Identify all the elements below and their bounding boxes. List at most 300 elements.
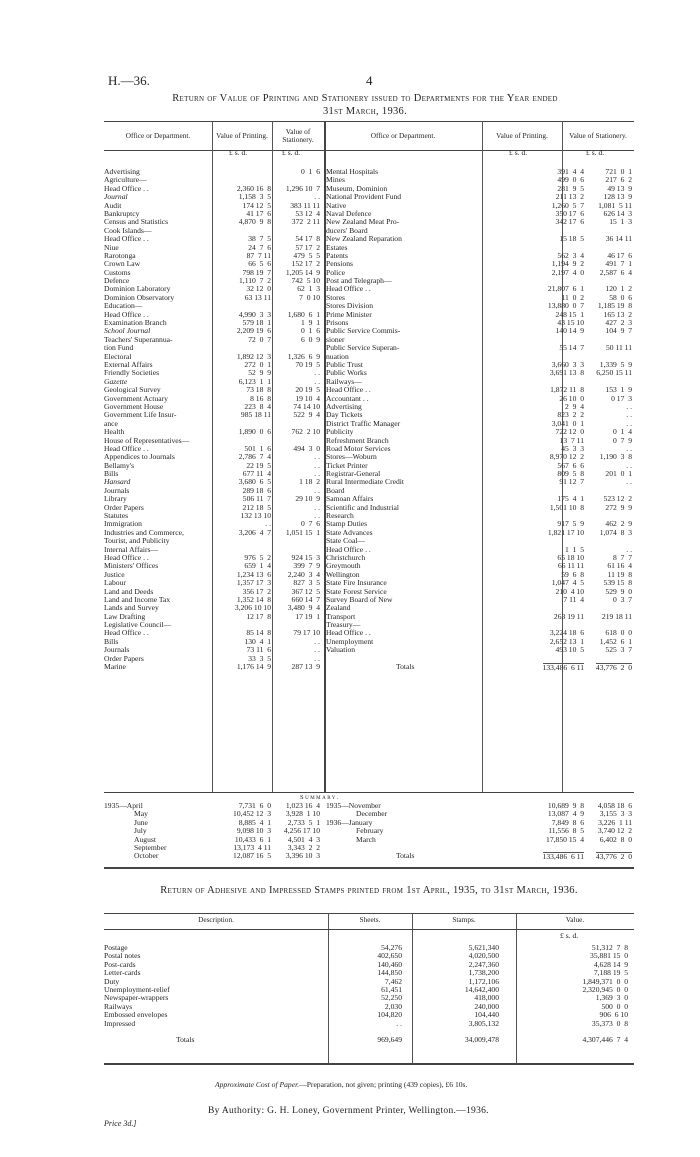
row-label: Audit <box>104 200 122 210</box>
stationery-value: . . <box>626 544 632 554</box>
printing-value: 63 13 11 <box>244 292 271 302</box>
printing-value: 263 19 11 <box>553 611 584 621</box>
stationery-value: . . <box>314 376 320 386</box>
row-label: Christchurch <box>326 552 366 562</box>
row-label: Road Motor Services <box>326 443 391 453</box>
printing-value: 65 18 10 <box>557 552 584 562</box>
row-label: May <box>134 809 148 819</box>
printing-value: 356 17 2 <box>242 586 271 596</box>
table-row <box>326 844 634 852</box>
stationery-value: 0 7 9 <box>613 435 632 445</box>
value-amount: 1,369 3 0 <box>595 993 628 1003</box>
stationery-value: . . <box>314 460 320 470</box>
row-label: State Coal— <box>326 536 366 546</box>
row-label: Head Office . . <box>326 628 371 638</box>
divider <box>104 1063 634 1065</box>
stamps-title: Return of Adhesive and Impressed Stamps printed from 1st April, 1935, to 31st March, 1936. <box>160 885 578 896</box>
stamps-value: 4,020,500 <box>468 951 499 961</box>
stationery-value: 2,587 6 4 <box>599 267 632 277</box>
page-title <box>100 92 630 118</box>
stationery-value: 0 1 6 <box>301 167 320 176</box>
table-row <box>326 546 634 554</box>
summary-left <box>104 802 324 861</box>
currency-heading: £ s. d. <box>586 148 605 157</box>
table-row <box>326 361 634 369</box>
document-reference: H.—36. <box>108 73 150 88</box>
stationery-value: 58 0 6 <box>609 292 632 302</box>
printing-value: 59 6 8 <box>561 569 584 579</box>
printing-value: 1,234 13 6 <box>236 569 271 579</box>
value-amount: 4,307,446 7 4 <box>582 1034 628 1044</box>
printing-value: 1,260 5 7 <box>551 200 584 210</box>
currency-heading: £ s. d. <box>282 148 301 157</box>
stationery-value: 128 13 9 <box>603 192 632 202</box>
stationery-value: . . <box>314 368 320 378</box>
table-row <box>326 353 634 361</box>
table-row <box>326 663 634 671</box>
printing-value: 976 5 2 <box>244 552 271 562</box>
printing-value: 85 14 8 <box>246 628 271 638</box>
summary-heading: Summary. <box>300 794 341 801</box>
table-row <box>326 420 634 428</box>
table-row <box>104 852 324 860</box>
stationery-value: 62 1 3 <box>297 284 320 294</box>
stationery-value: 19 10 4 <box>295 393 320 403</box>
table-row <box>326 655 634 663</box>
row-label: Greymouth <box>326 561 361 571</box>
table-row <box>326 537 634 545</box>
printing-value: 1 1 5 <box>565 544 584 554</box>
value-amount: 1,849,371 0 0 <box>582 976 628 986</box>
printing-value: 350 17 6 <box>555 208 584 218</box>
stationery-value: 1,205 14 9 <box>285 267 320 277</box>
table-row <box>326 621 634 629</box>
printing-value: 1,357 17 3 <box>236 578 271 588</box>
row-label: nuation <box>326 351 349 361</box>
value-amount: 35,881 15 0 <box>590 951 628 961</box>
row-label: District Traffic Manager <box>326 418 401 428</box>
printing-value: 1,352 14 8 <box>236 594 271 604</box>
row-label: Internal Affairs— <box>104 544 159 554</box>
printing-value: 17,850 15 4 <box>546 834 584 844</box>
printing-value: 73 11 6 <box>246 645 271 655</box>
row-label: Gazette <box>104 376 128 386</box>
stationery-value: . . <box>314 645 320 655</box>
row-label: Board <box>326 485 345 495</box>
stationery-value: 20 19 5 <box>295 385 320 395</box>
row-label: Day Tickets <box>326 410 363 420</box>
row-label: Treasury— <box>326 620 361 630</box>
printing-value: 722 12 0 <box>555 427 584 437</box>
stationery-value: 762 2 10 <box>291 427 320 437</box>
col-stationery-right: Value of Stationery. <box>569 131 627 140</box>
table-row <box>326 554 634 562</box>
row-label: Bills <box>104 636 119 646</box>
stationery-value: 721 0 1 <box>605 167 632 176</box>
table-row <box>326 244 634 252</box>
row-label: Library <box>104 494 127 504</box>
row-label: Government Actuary <box>104 393 168 403</box>
table-row <box>104 462 324 470</box>
table-row <box>104 420 324 428</box>
printing-value: 579 18 1 <box>242 318 271 328</box>
printing-value: 499 0 6 <box>557 175 584 185</box>
table-row <box>104 638 324 646</box>
printing-value: 7 11 4 <box>563 594 584 604</box>
stamps-value: 34,009,478 <box>464 1034 499 1044</box>
row-label: Legislative Council— <box>104 620 172 630</box>
row-label: Journal <box>104 192 128 202</box>
row-label: Stores—Woburn <box>326 452 377 462</box>
value-amount: 500 0 0 <box>601 1001 628 1011</box>
row-label: Order Papers <box>104 502 144 512</box>
table-row <box>326 453 634 461</box>
table-row <box>104 1020 634 1028</box>
table-row <box>104 1036 634 1044</box>
table-row <box>326 193 634 201</box>
row-label: Stores <box>326 292 345 302</box>
row-label: Government Life Insur- <box>104 410 177 420</box>
stationery-value: 372 2 11 <box>291 217 320 227</box>
cost-note-label: Approximate Cost of Paper. <box>215 1080 300 1089</box>
rule <box>412 913 413 1063</box>
stationery-value: 54 17 8 <box>295 234 320 244</box>
row-label: Government House <box>104 401 164 411</box>
row-label: Head Office . . <box>104 628 149 638</box>
table-row <box>326 478 634 486</box>
printing-value: 43 15 10 <box>557 318 584 328</box>
row-label: Scientific and Industrial <box>326 502 399 512</box>
description: Duty <box>104 976 120 986</box>
row-label: Totals <box>396 662 415 672</box>
stationery-value: 3,396 10 3 <box>285 851 320 861</box>
table-row <box>104 244 324 252</box>
printing-value: 33 3 5 <box>248 653 271 663</box>
row-label: Police <box>326 267 345 277</box>
stationery-value: 3,155 3 3 <box>599 809 632 819</box>
stationery-value: 924 15 3 <box>291 552 320 562</box>
table-row <box>326 202 634 210</box>
row-label: Niue <box>104 242 119 252</box>
stationery-value: . . <box>314 636 320 646</box>
printing-value: 38 7 5 <box>248 234 271 244</box>
row-label: Bills <box>104 469 119 479</box>
stationery-value: 6,402 8 0 <box>599 834 632 844</box>
table-row <box>104 969 634 977</box>
stationery-value: 827 3 5 <box>293 578 320 588</box>
row-label: Education— <box>104 301 143 311</box>
row-label: Head Office . . <box>326 385 371 395</box>
stationery-value: 626 14 3 <box>603 208 632 218</box>
stationery-value: 11 19 8 <box>607 569 632 579</box>
printing-value: 210 4 10 <box>555 586 584 596</box>
authority-line: By Authority: G. H. Loney, Government Printer, Wellington.—1936. <box>208 1106 489 1116</box>
row-label: State Forest Service <box>326 586 387 596</box>
divider <box>104 792 634 793</box>
stationery-value: 3,226 1 11 <box>598 817 632 827</box>
printing-value: 66 5 6 <box>248 259 271 269</box>
description: Post-cards <box>104 959 136 969</box>
row-label: Rural Intermediate Credit <box>326 477 405 487</box>
printing-value: 3,680 6 5 <box>238 477 271 487</box>
printing-value: 1,501 10 8 <box>549 502 584 512</box>
row-label: Unemployment <box>326 636 374 646</box>
stationery-value: 367 12 5 <box>291 586 320 596</box>
row-label: February <box>356 826 384 836</box>
printing-value: 13 7 11 <box>559 435 584 445</box>
printing-value: 3,691 13 8 <box>549 368 584 378</box>
printing-value: 1,821 17 10 <box>547 527 584 537</box>
table-row <box>326 810 634 818</box>
stamps-value: 1,738,200 <box>468 968 499 978</box>
printing-value: 3,041 0 1 <box>551 418 584 428</box>
row-label: sioner <box>326 334 345 344</box>
stamps-value: 240,000 <box>474 1001 499 1011</box>
row-label: tion Fund <box>104 343 134 353</box>
table-row <box>326 852 634 860</box>
table-row <box>104 235 324 243</box>
table-row <box>326 529 634 537</box>
table-row <box>104 336 324 344</box>
stamps-value: 418,000 <box>474 993 499 1003</box>
description: Postal notes <box>104 951 141 961</box>
sheets-value: 140,460 <box>377 959 402 969</box>
printing-value: 2,197 4 0 <box>551 267 584 277</box>
stamps-value: 104,440 <box>474 1010 499 1020</box>
stationery-value: 201 0 1 <box>605 469 632 479</box>
stationery-value: 494 3 0 <box>293 443 320 453</box>
stamps-col-sheets: Sheets. <box>359 915 381 924</box>
row-label: Bankruptcy <box>104 208 140 218</box>
printing-value: 272 0 1 <box>244 359 271 369</box>
stationery-value: 219 18 11 <box>601 611 632 621</box>
row-label: Immigration <box>104 519 142 529</box>
table-row <box>104 369 324 377</box>
cost-note-text: —Preparation, not given; printing (439 copies), £6 10s. <box>299 1080 468 1089</box>
sheets-value: . . <box>396 1018 402 1028</box>
value-amount: 2,320,945 0 0 <box>582 984 628 994</box>
table-row <box>326 604 634 612</box>
row-label: Refreshment Branch <box>326 435 389 445</box>
printing-value: 4,990 3 3 <box>238 309 271 319</box>
table-row <box>326 638 634 646</box>
table-row <box>104 655 324 663</box>
stationery-value: 529 9 0 <box>605 586 632 596</box>
printing-value: 3,660 3 3 <box>551 359 584 369</box>
stationery-value: 3,480 9 4 <box>287 603 320 613</box>
row-label: Transport <box>326 611 356 621</box>
table-row <box>326 403 634 411</box>
row-label: Post and Telegraph— <box>326 276 392 286</box>
stationery-value: 15 1 3 <box>609 217 632 227</box>
printing-value: 223 8 4 <box>244 401 271 411</box>
stationery-value: . . <box>626 443 632 453</box>
printing-value: 24 7 6 <box>248 242 271 252</box>
printing-value: 52 9 9 <box>248 368 271 378</box>
row-label: Lands and Survey <box>104 603 159 613</box>
printing-value: 562 3 4 <box>557 250 584 260</box>
printing-value: 87 7 11 <box>246 250 271 260</box>
row-label: Land and Income Tax <box>104 594 171 604</box>
row-label: Head Office . . <box>104 552 149 562</box>
stationery-value: . . <box>314 653 320 663</box>
stationery-value: 7 0 10 <box>299 292 320 302</box>
row-label: October <box>134 851 159 861</box>
row-label: Registrar-General <box>326 469 381 479</box>
printing-value: 1,892 12 3 <box>236 351 271 361</box>
sheets-value: 7,462 <box>384 976 402 986</box>
row-label: New Zealand Reparation <box>326 234 402 244</box>
printing-value: 7,731 6 0 <box>238 801 271 810</box>
row-label: Geological Survey <box>104 385 161 395</box>
row-label: Industries and Commerce, <box>104 527 184 537</box>
divider <box>104 929 634 930</box>
row-label: Ticket Printer <box>326 460 368 470</box>
table-row <box>326 836 634 844</box>
table-row <box>326 327 634 335</box>
sheets-value: 61,451 <box>381 984 402 994</box>
printing-value: 493 10 5 <box>555 645 584 655</box>
row-label: Totals <box>396 851 415 861</box>
row-label: Patents <box>326 250 348 260</box>
table-row <box>104 453 324 461</box>
table-row <box>326 646 634 654</box>
printing-value: 985 18 11 <box>240 410 271 420</box>
currency-heading: £ s. d. <box>509 148 528 157</box>
row-label: State Fire Insurance <box>326 578 387 588</box>
stationery-value: 427 2 3 <box>605 318 632 328</box>
printing-value: 8,970 12 2 <box>549 452 584 462</box>
printing-value: 32 12 0 <box>246 284 271 294</box>
row-label: National Provident Fund <box>326 192 402 202</box>
rule <box>516 913 517 1063</box>
divider <box>104 867 634 869</box>
row-label: Advertising <box>104 167 140 176</box>
stationery-value: . . <box>314 452 320 462</box>
printing-value: 3,206 4 7 <box>238 527 271 537</box>
stationery-value: 742 5 10 <box>291 276 320 286</box>
row-label: Survey Board of New <box>326 594 393 604</box>
col-stationery-left: Value of Stationery. <box>272 122 325 150</box>
printing-value: 8,885 4 1 <box>238 817 271 827</box>
row-label: Marine <box>104 662 126 672</box>
printing-value: 809 5 8 <box>557 469 584 479</box>
printing-value: 2 9 4 <box>565 401 584 411</box>
table-row <box>104 986 634 994</box>
row-label: Native <box>326 200 347 210</box>
printing-value: 8 16 8 <box>250 393 271 403</box>
stationery-value: 539 15 8 <box>603 578 632 588</box>
row-label: Labour <box>104 578 126 588</box>
row-label: Examination Branch <box>104 318 167 328</box>
table-row <box>326 302 634 310</box>
printing-value: 26 10 0 <box>559 393 584 403</box>
row-label: Mental Hospitals <box>326 167 379 176</box>
printing-value: 1,047 4 5 <box>551 578 584 588</box>
printing-value: 391 4 4 <box>557 167 584 176</box>
summary-right <box>326 802 634 861</box>
table-row <box>104 1011 634 1019</box>
sheets-value: 144,850 <box>377 968 402 978</box>
rule <box>328 913 329 1063</box>
printing-value: 1,176 14 9 <box>236 662 271 672</box>
col-office-right: Office or Department. <box>324 122 483 150</box>
row-label: Census and Statistics <box>104 217 169 227</box>
stationery-value: 4,501 4 3 <box>287 834 320 844</box>
stamps-col-value: Value. <box>565 915 585 924</box>
table-row <box>104 571 324 579</box>
stationery-value: 46 17 6 <box>607 250 632 260</box>
table-row <box>326 378 634 386</box>
stationery-value: 479 5 5 <box>293 250 320 260</box>
stationery-value: 287 13 9 <box>291 662 320 672</box>
row-label: Mines <box>326 175 345 185</box>
stamps-col-description: Description. <box>198 915 234 924</box>
table-row <box>104 487 324 495</box>
row-label: Valuation <box>326 645 356 655</box>
stationery-value: 1,081 5 11 <box>598 200 632 210</box>
printing-value: 12 17 8 <box>246 611 271 621</box>
cost-note <box>215 1080 467 1089</box>
row-label: Stores Division <box>326 301 374 311</box>
stationery-value: . . <box>314 469 320 479</box>
row-label: 1935—April <box>104 801 143 810</box>
sheets-value: 54,276 <box>381 943 402 952</box>
table-row <box>326 344 634 352</box>
stationery-value: 79 17 10 <box>293 628 320 638</box>
stationery-value: 8 7 7 <box>613 552 632 562</box>
stationery-value: 399 7 9 <box>293 561 320 571</box>
stationery-value: 522 9 4 <box>293 410 320 420</box>
printing-value: 15 18 5 <box>559 234 584 244</box>
stationery-value: 43,776 2 0 <box>595 852 632 862</box>
stationery-value: 152 17 2 <box>291 259 320 269</box>
row-label: Wellington <box>326 569 360 579</box>
stationery-value: 57 17 2 <box>295 242 320 252</box>
table-row <box>104 994 634 1002</box>
printing-value: 3,224 18 6 <box>549 628 584 638</box>
printing-value: 21,807 6 1 <box>547 284 584 294</box>
printing-value: 10,433 6 1 <box>234 834 271 844</box>
printing-value: 342 17 6 <box>555 217 584 227</box>
row-label: Tourist, and Publicity <box>104 536 170 546</box>
stationery-value: 3,343 2 2 <box>287 842 320 852</box>
printing-value: 1,158 3 5 <box>238 192 271 202</box>
col-printing-left: Value of Printing. <box>212 122 273 150</box>
table-row <box>104 470 324 478</box>
table-row <box>104 478 324 486</box>
stationery-value: 491 7 1 <box>605 259 632 269</box>
stationery-value: 1,296 10 7 <box>285 183 320 193</box>
row-label: September <box>134 842 167 852</box>
row-label: Accountant . . <box>326 393 369 403</box>
row-label: Journals <box>104 485 130 495</box>
description: Postage <box>104 943 128 952</box>
printing-value: 2,360 16 8 <box>236 183 271 193</box>
row-label: Public Service Superan- <box>326 343 400 353</box>
row-label: Agriculture— <box>104 175 147 185</box>
table-row <box>104 952 634 960</box>
divider <box>104 913 634 914</box>
stationery-value: 43,776 2 0 <box>595 663 632 673</box>
row-label: Head Office . . <box>104 443 149 453</box>
table-row <box>326 311 634 319</box>
printing-value: 506 11 7 <box>242 494 271 504</box>
printing-value: 289 18 6 <box>242 485 271 495</box>
printing-value: 1,194 9 2 <box>551 259 584 269</box>
stationery-value: . . <box>626 418 632 428</box>
printing-value: 13,173 4 11 <box>233 842 271 852</box>
